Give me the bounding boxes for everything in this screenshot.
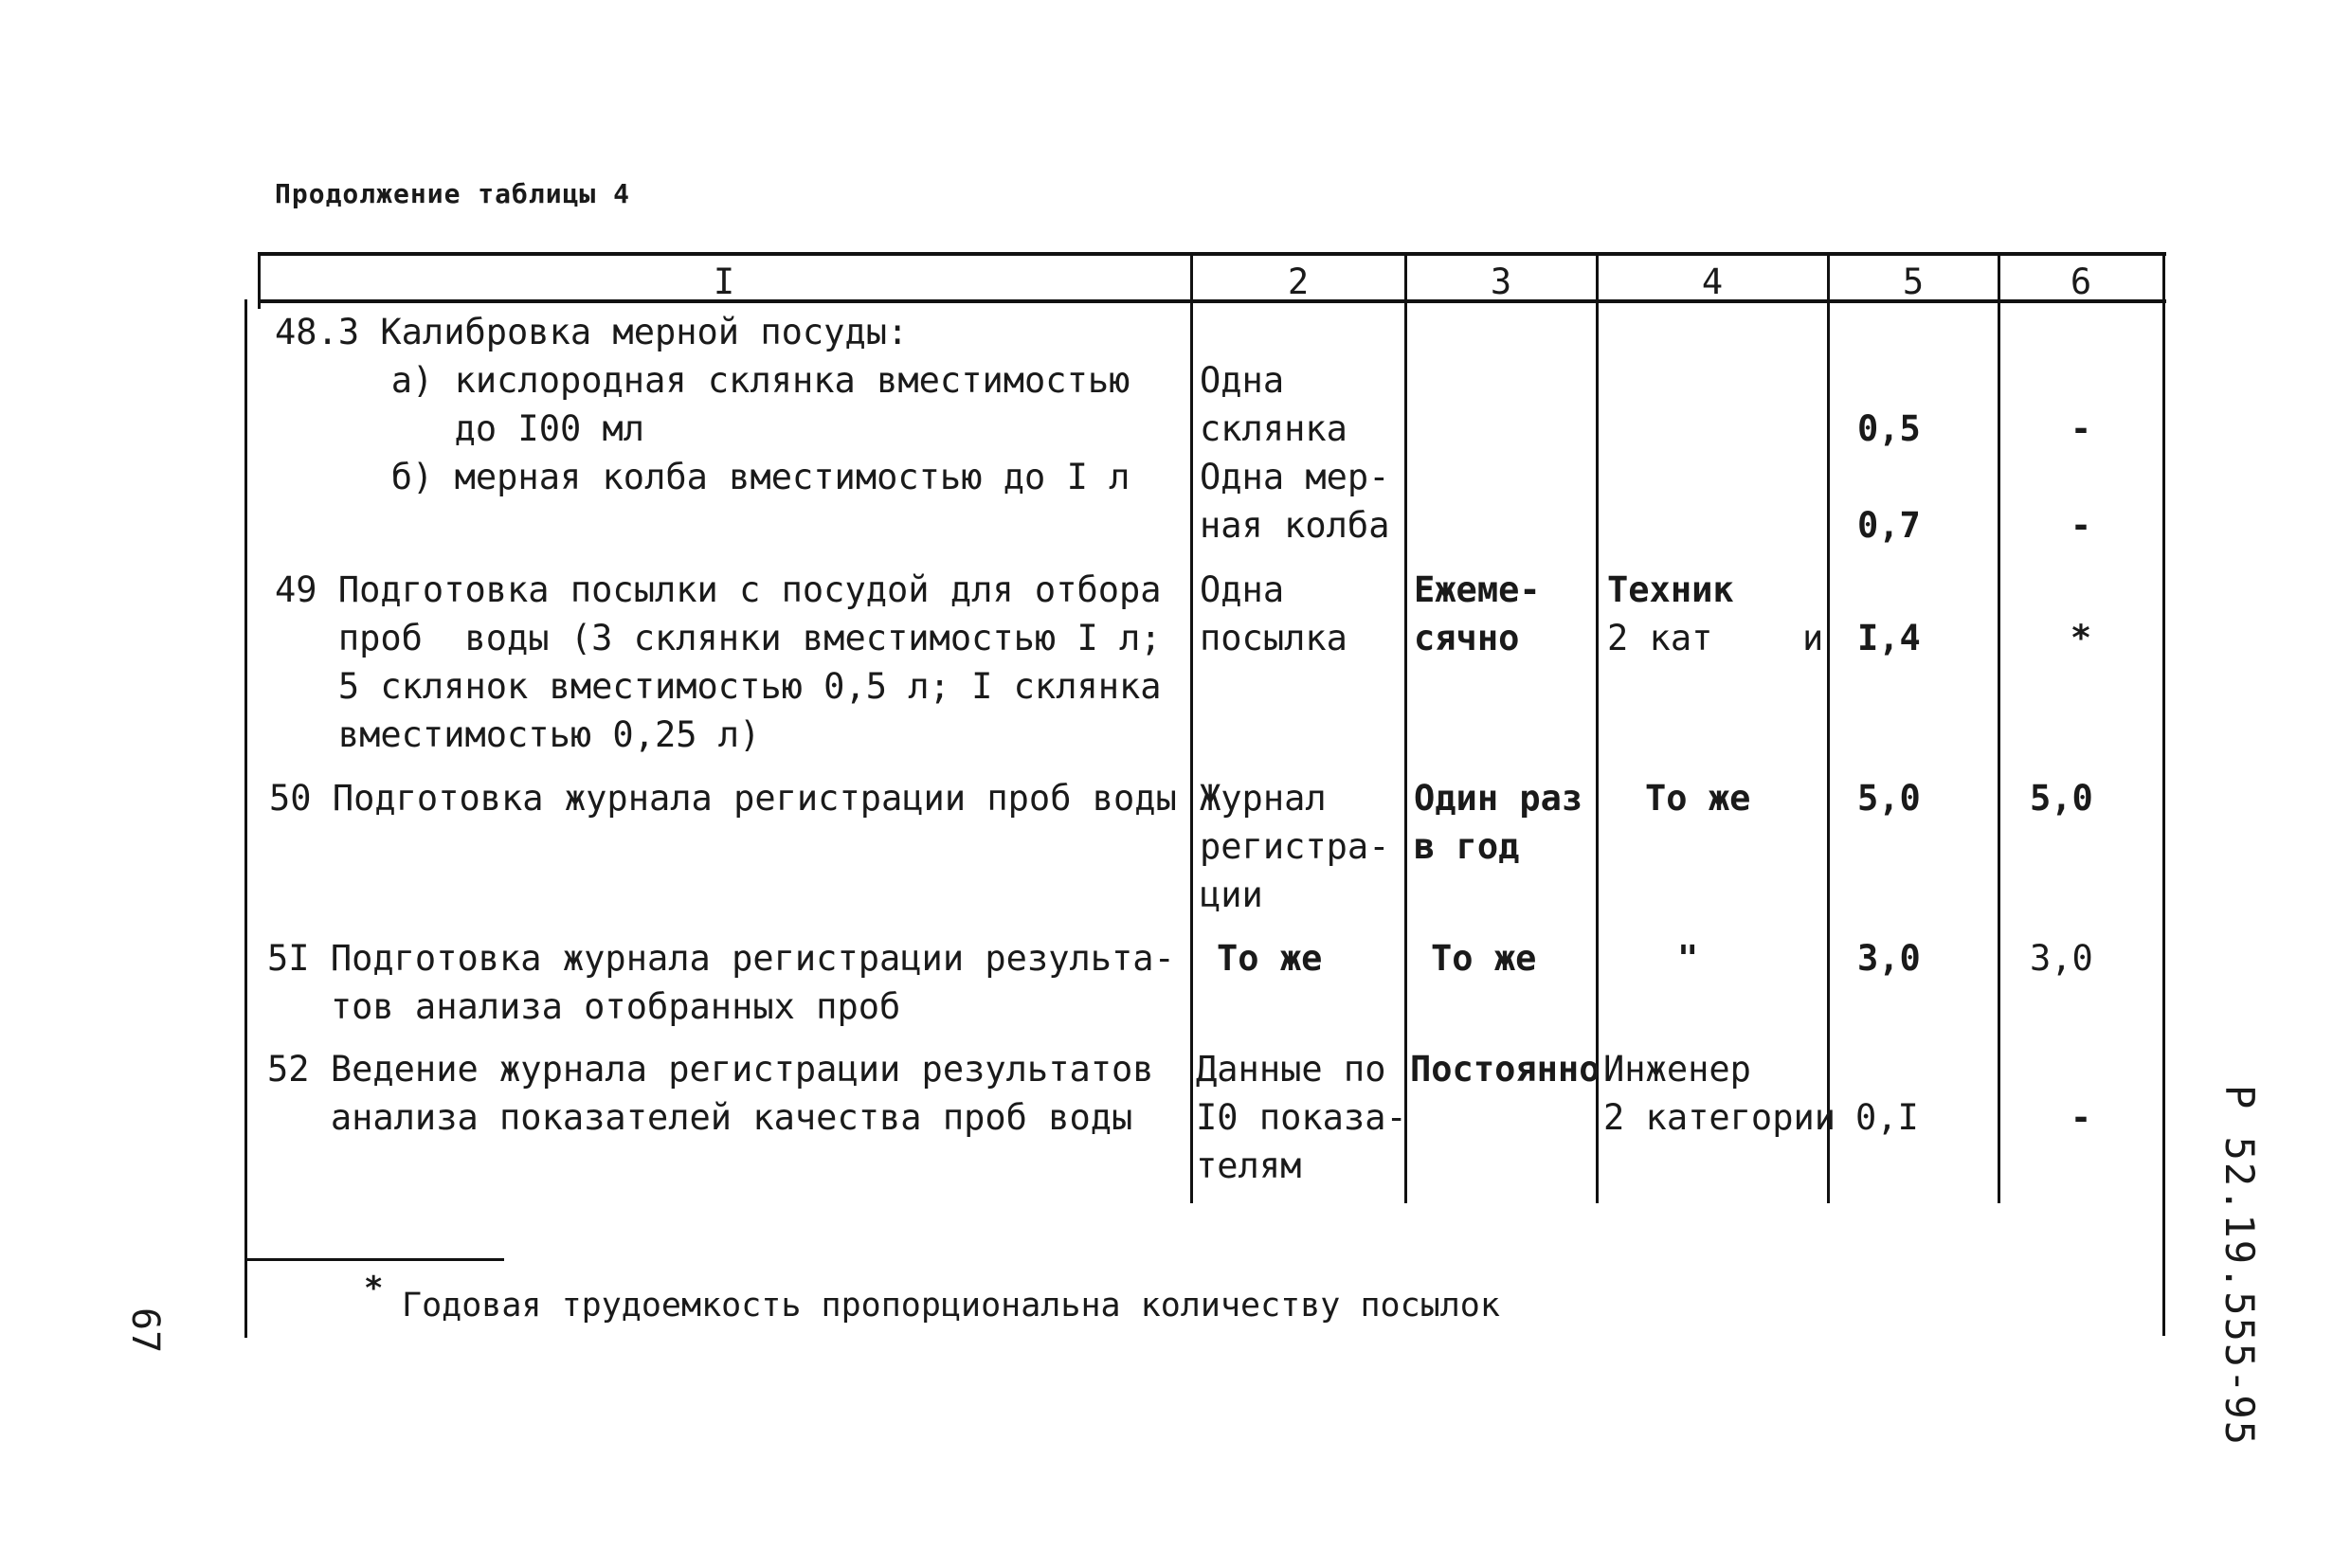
header-col-5: 5 — [1902, 261, 1925, 302]
row-49-value-col6: * — [2070, 618, 2092, 658]
footnote-text: Годовая трудоемкость пропорциональна количеству посылок — [402, 1287, 1500, 1325]
row-49-frequency-line-1: Ежеме- — [1414, 569, 1541, 610]
row-49-performer-line-1: Техник — [1607, 569, 1734, 610]
row-52-frequency: Постоянно — [1410, 1049, 1600, 1090]
table-right-border — [2162, 252, 2165, 1336]
row-49-description-line-3: 5 склянок вместимостью 0,5 л; I склянка — [275, 666, 1162, 707]
header-col-1: I — [713, 261, 735, 302]
page-number: 67 — [123, 1307, 167, 1354]
row-51-frequency: То же — [1431, 938, 1537, 979]
row-50-performer: То же — [1645, 778, 1751, 819]
row-50-description-line-1: 50 Подготовка журнала регистрации проб воды — [269, 778, 1177, 819]
row-48-3-value-a-col6: - — [2070, 408, 2092, 449]
row-49-description-line-2: проб воды (3 склянки вместимостью I л; — [275, 618, 1162, 658]
header-col-6: 6 — [2070, 261, 2092, 302]
row-49-description-line-1: 49 Подготовка посылки с посудой для отбора — [275, 569, 1162, 610]
row-48-3-description-line-2: а) кислородная склянка вместимостью — [180, 360, 1130, 401]
row-52-description-line-2: анализа показателей качества проб воды — [267, 1097, 1133, 1138]
row-52-performer-line-2: 2 категории — [1603, 1097, 1836, 1138]
row-50-unit-line-2: регистра- — [1200, 826, 1390, 867]
row-51-description-line-1: 5I Подготовка журнала регистрации результа- — [267, 938, 1175, 979]
row-49-unit-line-2: посылка — [1200, 618, 1347, 658]
row-48-3-description-line-4: б) мерная колба вместимостью до I л — [180, 457, 1130, 497]
row-49-performer-line-2: 2 кат — [1607, 618, 1713, 658]
row-48-3-unit-b-line-1: Одна мер- — [1200, 457, 1390, 497]
row-49-description-line-4: вместимостью 0,25 л) — [275, 714, 761, 755]
header-col-4: 4 — [1701, 261, 1724, 302]
table-top-border — [258, 252, 2166, 256]
table-caption: Продолжение таблицы 4 — [275, 178, 631, 209]
row-50-unit-line-1: Журнал — [1200, 778, 1327, 819]
column-divider-1 — [1190, 252, 1193, 1203]
row-51-description-line-2: тов анализа отобранных проб — [267, 986, 901, 1027]
header-col-2: 2 — [1287, 261, 1310, 302]
column-divider-4 — [1827, 252, 1830, 1203]
row-50-unit-line-3: ции — [1200, 874, 1263, 915]
row-51-performer: " — [1677, 938, 1699, 979]
row-48-3-unit-a-line-1: Одна — [1200, 360, 1285, 401]
row-50-value-col5: 5,0 — [1857, 778, 1921, 819]
row-52-unit-line-3: телям — [1196, 1145, 1302, 1186]
row-51-value-col5: 3,0 — [1857, 938, 1921, 979]
row-50-frequency-line-2: в год — [1414, 826, 1520, 867]
row-52-value-col5: 0,I — [1855, 1097, 1919, 1138]
row-49-unit-line-1: Одна — [1200, 569, 1285, 610]
row-48-3-value-a-col5: 0,5 — [1857, 408, 1921, 449]
row-48-3-value-b-col5: 0,7 — [1857, 505, 1921, 546]
row-52-performer-line-1: Инженер — [1603, 1049, 1751, 1090]
row-49-frequency-line-2: сячно — [1414, 618, 1520, 658]
row-48-3-description-line-1: 48.3 Калибровка мерной посуды: — [275, 312, 909, 352]
column-divider-2 — [1404, 252, 1407, 1203]
row-48-3-unit-a-line-2: склянка — [1200, 408, 1347, 449]
footnote-separator — [244, 1258, 504, 1261]
row-48-3-unit-b-line-2: ная колба — [1200, 505, 1390, 546]
row-52-value-col6: - — [2070, 1097, 2092, 1138]
row-48-3-description-line-3: до I00 мл — [180, 408, 645, 449]
footnote-marker: * — [364, 1270, 384, 1307]
row-50-value-col6: 5,0 — [2030, 778, 2093, 819]
column-divider-5 — [1998, 252, 2000, 1203]
row-52-unit-line-1: Данные по — [1196, 1049, 1386, 1090]
row-49-value-col5: I,4 — [1857, 618, 1921, 658]
document-identifier: Р 52.19.555-95 — [2216, 1085, 2263, 1448]
row-48-3-value-b-col6: - — [2070, 505, 2092, 546]
header-col-3: 3 — [1490, 261, 1512, 302]
row-49-performer-line-2-end: и — [1802, 618, 1824, 658]
row-50-frequency-line-1: Один раз — [1414, 778, 1583, 819]
row-52-description-line-1: 52 Ведение журнала регистрации результатов — [267, 1049, 1154, 1090]
row-52-unit-line-2: I0 показа- — [1196, 1097, 1407, 1138]
row-51-value-col6: 3,0 — [2030, 938, 2093, 979]
row-51-unit: То же — [1217, 938, 1323, 979]
